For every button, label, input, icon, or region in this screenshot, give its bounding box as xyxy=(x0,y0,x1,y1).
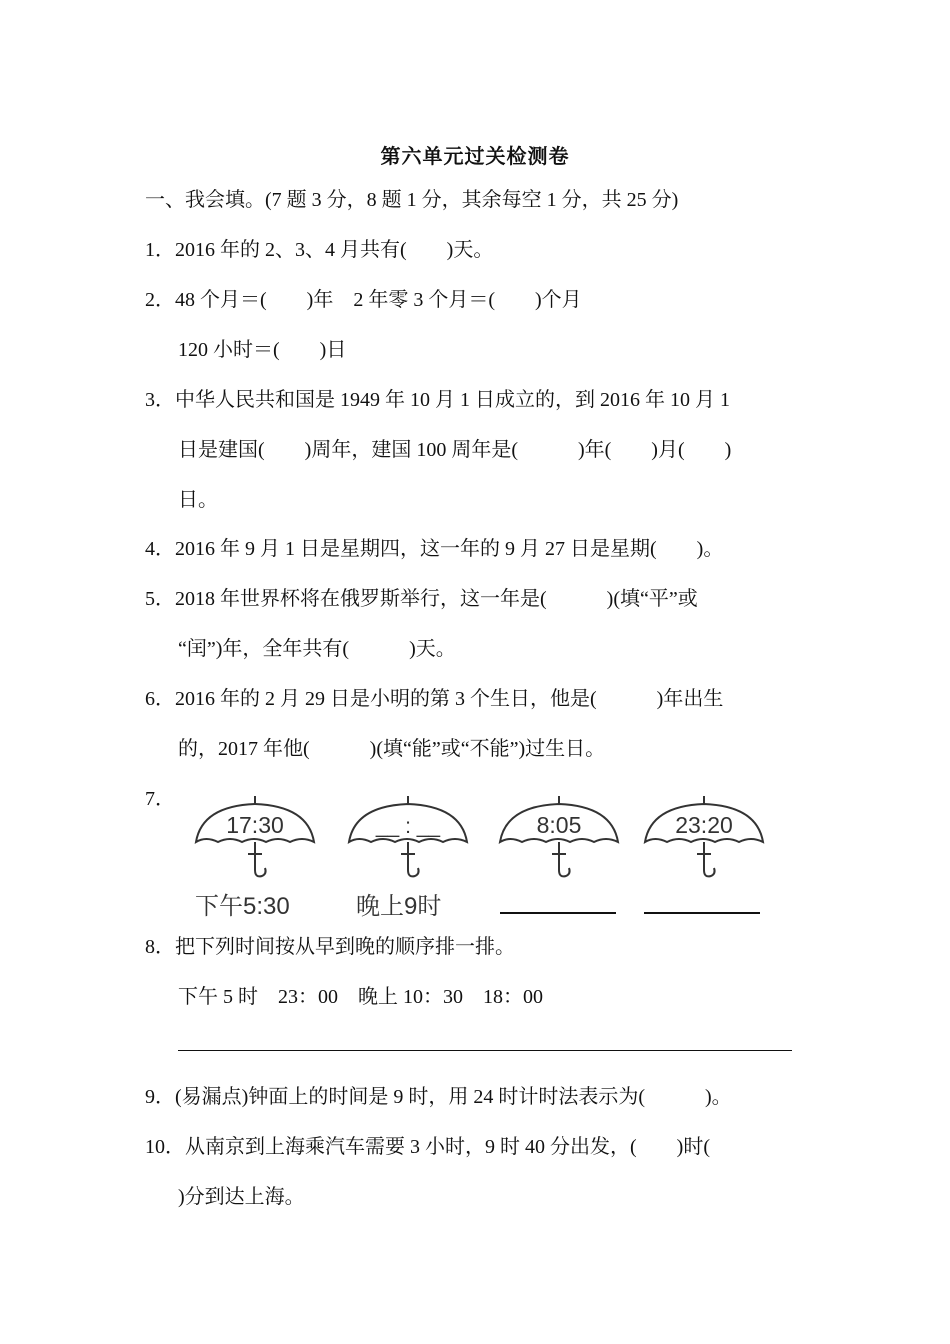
umbrella-label: 下午5:30 xyxy=(195,893,290,920)
question-6-line-1: 6．2016 年的 2 月 29 日是小明的第 3 个生日，他是( )年出生 xyxy=(145,688,724,710)
question-2-line-1: 2．48 个月＝( )年 2 年零 3 个月＝( )个月 xyxy=(145,289,582,311)
question-3-line-1: 3．中华人民共和国是 1949 年 10 月 1 日成立的，到 2016 年 10 月 1 xyxy=(145,389,730,411)
umbrella-time: 23:20 xyxy=(675,812,733,838)
umbrella-time: __ : __ xyxy=(375,815,441,838)
question-4: 4．2016 年 9 月 1 日是星期四，这一年的 9 月 27 日是星期( )。 xyxy=(145,538,724,560)
question-9: 9．(易漏点)钟面上的时间是 9 时，用 24 时计时法表示为( )。 xyxy=(145,1086,732,1108)
question-10-line-2: )分到达上海。 xyxy=(178,1186,305,1208)
question-5-line-2: “闰”)年，全年共有( )天。 xyxy=(178,638,456,660)
question-3-line-2: 日是建国( )周年，建国 100 周年是( )年( )月( ) xyxy=(178,439,732,461)
answer-line[interactable] xyxy=(178,1050,792,1051)
question-1: 1．2016 年的 2、3、4 月共有( )天。 xyxy=(145,239,494,261)
umbrella-icon xyxy=(190,792,320,882)
umbrella-icon xyxy=(343,792,473,882)
section-heading: 一、我会填。(7 题 3 分，8 题 1 分，其余每空 1 分，共 25 分) xyxy=(145,189,679,211)
question-2-line-2: 120 小时＝( )日 xyxy=(178,339,347,361)
umbrella-icon xyxy=(639,792,769,882)
question-8-times: 下午 5 时 23：00 晚上 10：30 18：00 xyxy=(178,986,543,1008)
page-title: 第六单元过关检测卷 xyxy=(380,146,570,168)
question-6-line-2: 的，2017 年他( )(填“能”或“不能”)过生日。 xyxy=(178,738,606,760)
question-7-number: 7． xyxy=(145,788,175,810)
umbrella-time: 8:05 xyxy=(536,812,582,838)
umbrella-label: 晚上9时 xyxy=(356,893,442,920)
question-5-line-1: 5．2018 年世界杯将在俄罗斯举行，这一年是( )(填“平”或 xyxy=(145,588,698,610)
answer-blank[interactable] xyxy=(500,912,616,914)
question-3-line-3: 日。 xyxy=(178,489,218,511)
question-8: 8．把下列时间按从早到晚的顺序排一排。 xyxy=(145,936,515,958)
umbrella-time: 17:30 xyxy=(226,812,284,838)
question-10-line-1: 10．从南京到上海乘汽车需要 3 小时，9 时 40 分出发，( )时( xyxy=(145,1136,710,1158)
answer-blank[interactable] xyxy=(644,912,760,914)
umbrella-icon xyxy=(494,792,624,882)
